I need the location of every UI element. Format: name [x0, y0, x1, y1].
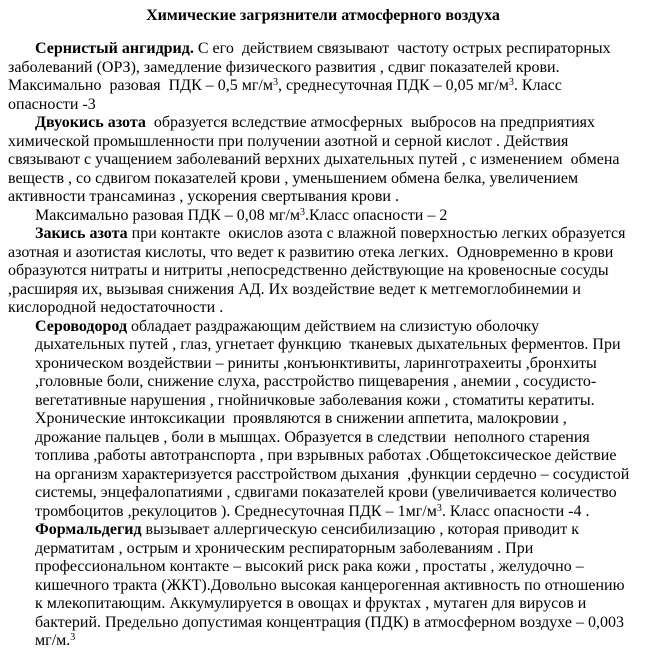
text-run: Максимально разовая ПДК – 0,08 мг/м [35, 206, 300, 224]
paragraph [0, 40, 646, 114]
text-run: системы, энцефалопатиями , сдвигами показателей крови (увеличивается количество [35, 484, 617, 501]
text-run: вегетативные нарушения , гнойничковые заболевания кожи , стоматиты кератиты. [35, 391, 595, 409]
text-run: Максимально разовая ПДК – 0,5 мг/м [8, 77, 273, 94]
text-line [0, 40, 646, 59]
text-run: азотная и азотистая кислоты, что ведет к развитию отека легких. Одновременно в крови [8, 243, 614, 261]
text-line [0, 614, 646, 633]
text-run: кислородной недостаточности . [8, 299, 224, 316]
text-line [0, 595, 646, 614]
text-run: топлива ,работы автотранспорта , при взрывных работах .Общетоксическое действие [35, 447, 617, 464]
text-line [0, 410, 646, 429]
text-line [0, 632, 646, 651]
text-line [0, 373, 646, 392]
paragraph [0, 318, 646, 522]
text-line [0, 188, 646, 207]
text-run: С его действием связывают частоту острых респираторных [193, 40, 611, 57]
text-line [0, 244, 646, 263]
paragraph [0, 521, 646, 651]
text-run: дрожание пальцев , боли в мышцах. Образуется в следствии неполного старения [35, 428, 590, 446]
text-run: . Класс [513, 77, 562, 94]
text-line [0, 540, 646, 559]
text-run: . Класс опасности -4 . [441, 502, 590, 520]
text-line [0, 336, 646, 355]
text-run: хроническом воздействии – риниты ,конъюнктивиты, ларинготрахеиты ,бронхиты [35, 354, 597, 372]
text-run: , среднесуточная ПДК – 0,05 мг/м [278, 77, 509, 94]
paragraph [0, 114, 646, 207]
text-run: образуется вследствие атмосферных выбросов на предприятиях [145, 114, 595, 131]
pollutant-name: Двуокись азота [35, 114, 146, 131]
text-line [0, 133, 646, 152]
text-line [0, 114, 646, 133]
text-line [0, 318, 646, 337]
text-line [0, 170, 646, 189]
text-run: опасности -3 [8, 95, 96, 113]
text-run: при контакте окислов азота с влажной поверхностью легких образуется [127, 225, 626, 242]
text-line [0, 59, 646, 78]
text-line [0, 207, 646, 226]
text-line [0, 96, 646, 115]
pollutant-name: Сероводород [35, 317, 128, 335]
text-line [0, 466, 646, 485]
paragraph [0, 225, 646, 318]
text-run: на организм характеризуется расстройством дыхания ,функции сердечно – сосудистой [35, 465, 630, 483]
superscript: 3 [70, 632, 76, 643]
text-run: химической промышленности при получении азотной и серной кислот . Действия [8, 132, 569, 150]
text-run: веществ , со сдвигом показателей крови , уменьшением обмена белка, увеличением [8, 169, 579, 187]
superscript: 3 [273, 77, 278, 88]
superscript: 3 [508, 77, 514, 88]
text-line [0, 355, 646, 374]
text-line [0, 262, 646, 281]
text-line [0, 151, 646, 170]
text-run: дерматитам , острым и хроническим респираторным заболеваниям . При [35, 539, 534, 557]
superscript: 3 [436, 502, 442, 514]
text-run: вызывает аллергическую сенсибилизацию , которая приводит к [141, 521, 579, 538]
text-line [0, 558, 646, 577]
text-line [0, 521, 646, 540]
pollutant-name: Закись азота [35, 225, 128, 242]
pollutant-name: Формальдегид [35, 521, 142, 538]
text-line [0, 281, 646, 300]
text-run: образуются нитраты и нитриты ,непосредственно действующие на кровеносные сосуды [8, 262, 609, 279]
text-run: .Класс опасности – 2 [305, 206, 448, 224]
text-line [0, 429, 646, 448]
text-line [0, 77, 646, 96]
text-run: профессиональном контакте – высокий риск рака кожи , простаты , желудочно – [35, 558, 584, 575]
text-line [0, 392, 646, 411]
text-run: обладает раздражающим действием на слизистую оболочку [127, 317, 540, 335]
text-run: ,головные боли, снижение слуха, расстройство пищеварения , анемии , сосудисто- [35, 373, 597, 390]
text-run: связывают с учащением заболеваний верхних дыхательных путей , с изменением обмена [8, 151, 620, 168]
text-run: Хронические интоксикации проявляются в снижении аппетита, малокровии , [35, 410, 567, 427]
text-run: к млекопитающим. Аккумулируется в овощах и фруктах , мутаген для вирусов и [35, 595, 587, 612]
text-run: мг/м. [35, 632, 71, 649]
text-line [0, 484, 646, 503]
pollutant-name: Сернистый ангидрид. [35, 40, 194, 57]
text-line [0, 503, 646, 522]
text-run: ,расширяя их, вызывая снижения АД. Их воздействие ведет к метгемоглобинемии и [8, 280, 581, 298]
text-run: заболеваний (ОРЗ), замедление физического развития , сдвиг показателей крови. [8, 58, 560, 76]
text-line [0, 299, 646, 318]
superscript: 3 [300, 206, 305, 218]
document-title: Химические загрязнители атмосферного воздуха [146, 7, 500, 24]
text-run: дыхательных путей , глаз, угнетает функцию тканевых дыхательных ферментов. При [35, 336, 621, 353]
text-run: кишечного тракта (ЖКТ).Довольно высокая канцерогенная активность по отношению [35, 576, 625, 594]
text-run: тромбоцитов ,рекулоцитов ). Среднесуточная ПДК – 1мг/м [35, 502, 437, 520]
text-line [0, 577, 646, 596]
document-body [0, 40, 646, 651]
text-run: активности трансаминаз , ускорения свертывания крови . [8, 188, 399, 205]
text-line [0, 447, 646, 466]
paragraph [0, 207, 646, 226]
text-run: бактерий. Предельно допустимая концентрация (ПДК) в атмосферном воздухе – 0,003 [35, 613, 624, 631]
text-line [0, 225, 646, 244]
